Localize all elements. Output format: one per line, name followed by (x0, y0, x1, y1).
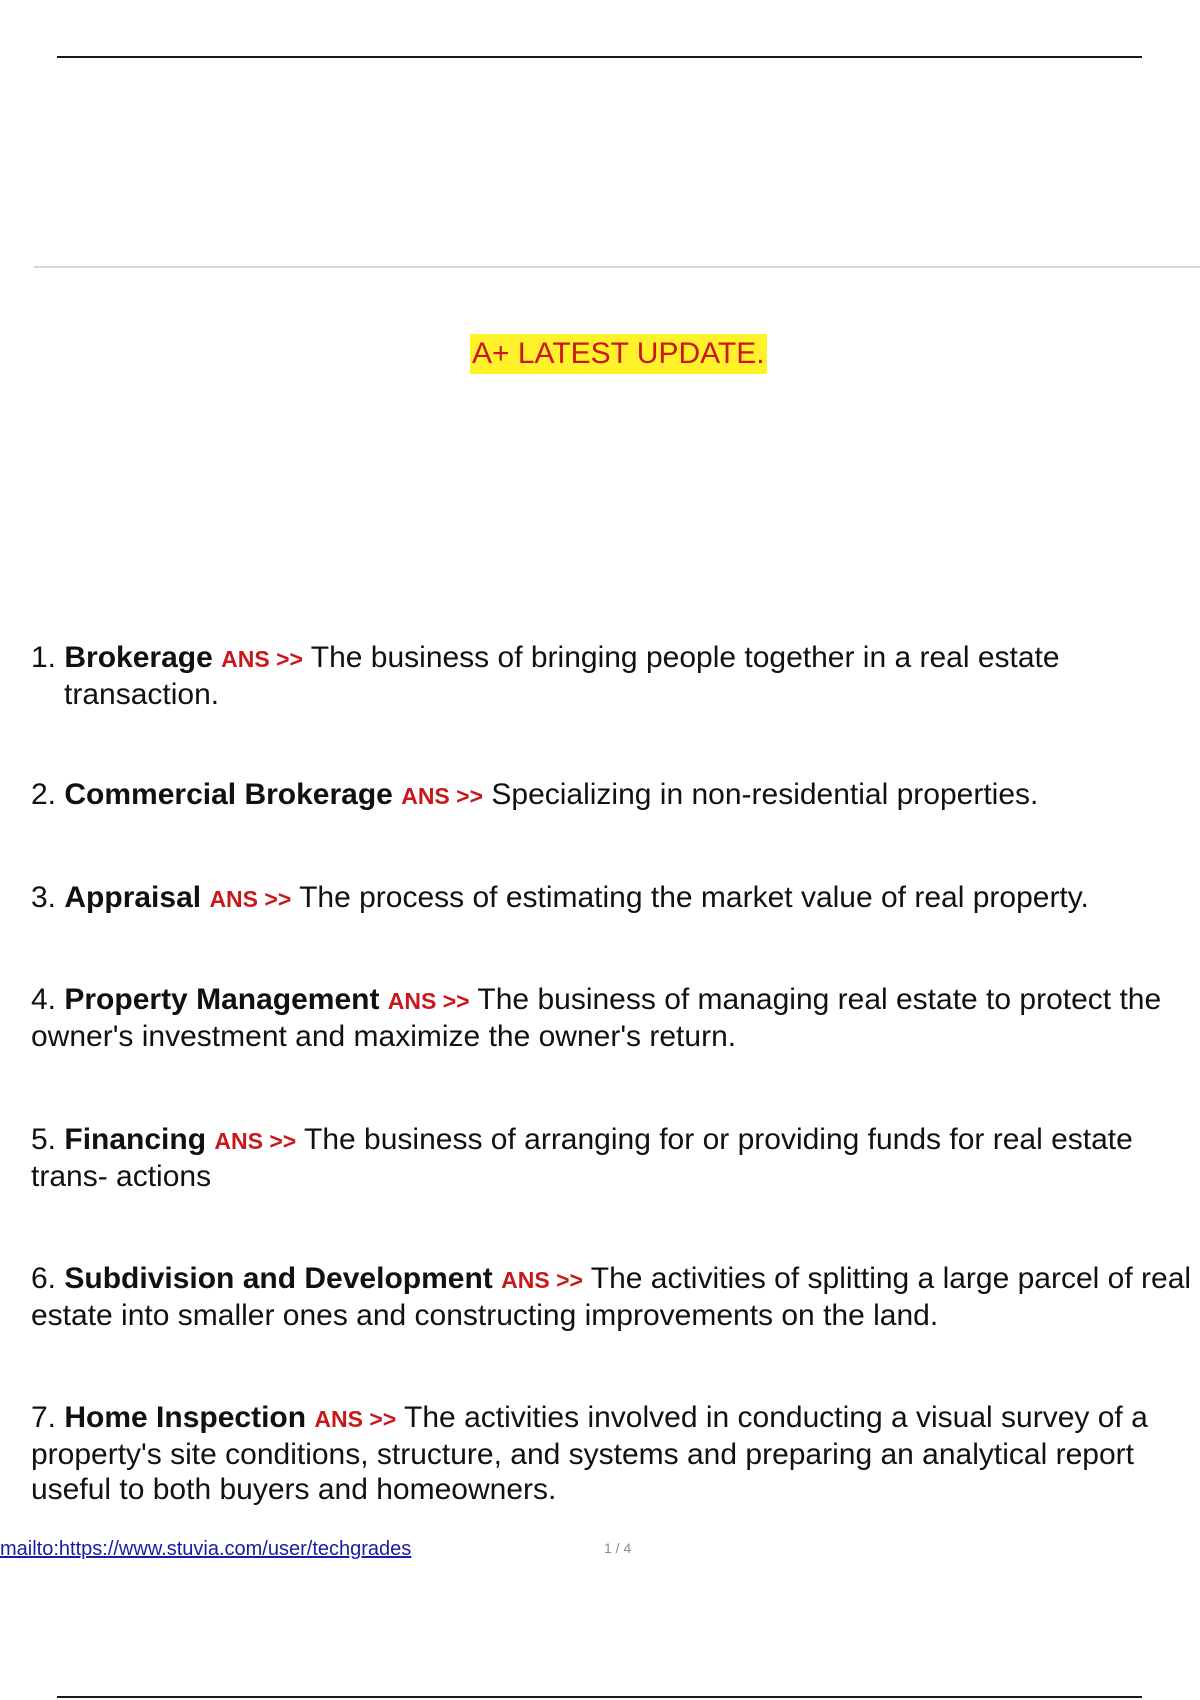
item-number: 2. (31, 778, 57, 811)
answer-marker: ANS >> (314, 1406, 397, 1432)
list-item (31, 1122, 1200, 1194)
item-definition: The business of arranging for or providing funds for real estate trans- actions (31, 1123, 1133, 1193)
item-number: 5. (31, 1123, 57, 1156)
item-definition: The activities involved in conducting a visual survey of a property's site conditions, structure, and systems and preparing an analytical report useful to both buyers and homeowners. (31, 1401, 1148, 1506)
footer-link[interactable]: mailto:https://www.stuvia.com/user/techgrades (0, 1538, 412, 1560)
item-definition: The business of bringing people together in a real estate transaction. (64, 641, 1060, 711)
list-item (31, 1261, 1200, 1333)
answer-marker: ANS >> (221, 646, 303, 672)
item-definition: The business of managing real estate to protect the owner's investment and maximize the owner's return. (31, 983, 1162, 1053)
item-number: 4. (31, 983, 57, 1016)
item-term: Subdivision and Development (64, 1262, 493, 1295)
item-term: Home Inspection (64, 1401, 307, 1434)
answer-marker: ANS >> (209, 886, 292, 912)
item-term: Appraisal (64, 881, 202, 914)
item-number: 3. (31, 881, 57, 914)
answer-marker: ANS >> (401, 783, 484, 809)
top-rule (57, 56, 1142, 58)
answer-marker: ANS >> (387, 988, 470, 1014)
item-definition: The activities of splitting a large parcel of real estate into smaller ones and constructing improvements on the land. (31, 1262, 1192, 1332)
item-term: Brokerage (64, 641, 213, 674)
item-definition: Specializing in non-residential properties. (491, 778, 1039, 811)
item-number: 7. (31, 1401, 57, 1434)
list-item (31, 880, 1200, 917)
list-item (31, 1400, 1200, 1507)
answer-marker: ANS >> (214, 1128, 297, 1154)
header-divider (34, 266, 1200, 268)
item-term: Property Management (64, 983, 380, 1016)
list-item (31, 777, 1200, 814)
item-term: Financing (64, 1123, 207, 1156)
item-definition: The process of estimating the market value of real property. (299, 881, 1089, 914)
answer-marker: ANS >> (501, 1267, 583, 1293)
list-item (31, 640, 1149, 712)
item-number: 1. (31, 641, 57, 674)
update-heading: A+ LATEST UPDATE. (470, 334, 767, 374)
item-term: Commercial Brokerage (64, 778, 393, 811)
list-item (31, 982, 1200, 1054)
page-indicator: 1 / 4 (604, 1540, 632, 1556)
item-number: 6. (31, 1262, 57, 1295)
bottom-rule (57, 1696, 1142, 1698)
